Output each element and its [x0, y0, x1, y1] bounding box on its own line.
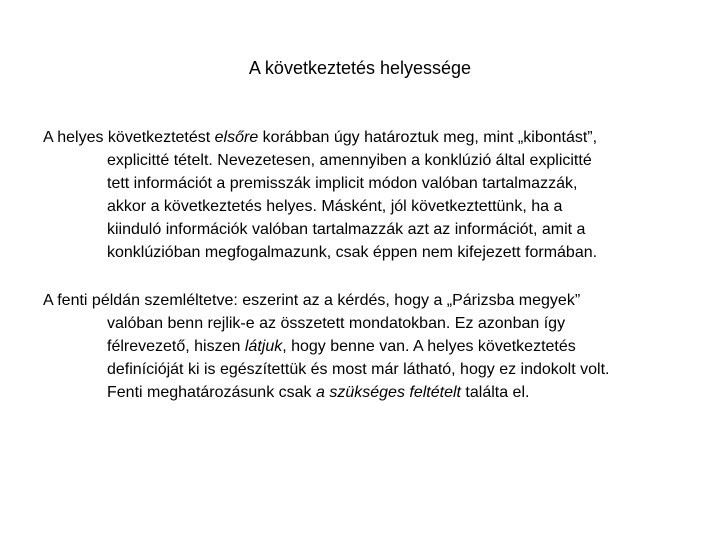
paragraph-1: [43, 126, 597, 264]
paragraph-1-line-4: akkor a következtetés helyes. Másként, jól következtettünk, ha a: [107, 198, 563, 215]
paragraph-2: [43, 289, 609, 404]
emphasis-text: látjuk: [244, 338, 283, 355]
emphasis-text: elsőre: [214, 129, 259, 146]
text-run: Fenti meghatározásunk csak: [107, 384, 316, 401]
paragraph-2-line-1: A fenti példán szemléltetve: eszerint az a kérdés, hogy a „Párizsba megyek”: [43, 292, 581, 309]
paragraph-1-line-2: explicitté tételt. Nevezetesen, amennyiben a konklúzió által explicitté: [107, 152, 592, 169]
paragraph-2-line-3: [43, 335, 609, 358]
text-run: A helyes következtetést: [43, 129, 215, 146]
paragraph-2-line-5: [43, 381, 609, 404]
paragraph-1-line-6: konklúzióban megfogalmazunk, csak éppen nem kifejezett formában.: [107, 244, 598, 261]
text-run: félrevezető, hiszen: [107, 338, 245, 355]
slide-title: A következtetés helyessége: [248, 58, 472, 78]
text-run: korábban úgy határoztuk meg, mint „kibontást”,: [258, 129, 598, 146]
paragraph-2-line-4: definícióját ki is egészítettük és most már látható, hogy ez indokolt volt.: [107, 361, 610, 378]
paragraph-1-line-3: tett információt a premisszák implicit módon valóban tartalmazzák,: [107, 175, 578, 192]
paragraph-1-line-1: [43, 126, 597, 149]
text-run: , hogy benne van. A helyes következtetés: [282, 338, 576, 355]
paragraph-1-line-5: kiinduló információk valóban tartalmazzák azt az információt, amit a: [107, 221, 586, 238]
emphasis-text: a szükséges feltételt: [316, 384, 461, 401]
text-run: találta el.: [460, 384, 530, 401]
paragraph-2-line-2: valóban benn rejlik-e az összetett mondatokban. Ez azonban így: [107, 315, 566, 332]
